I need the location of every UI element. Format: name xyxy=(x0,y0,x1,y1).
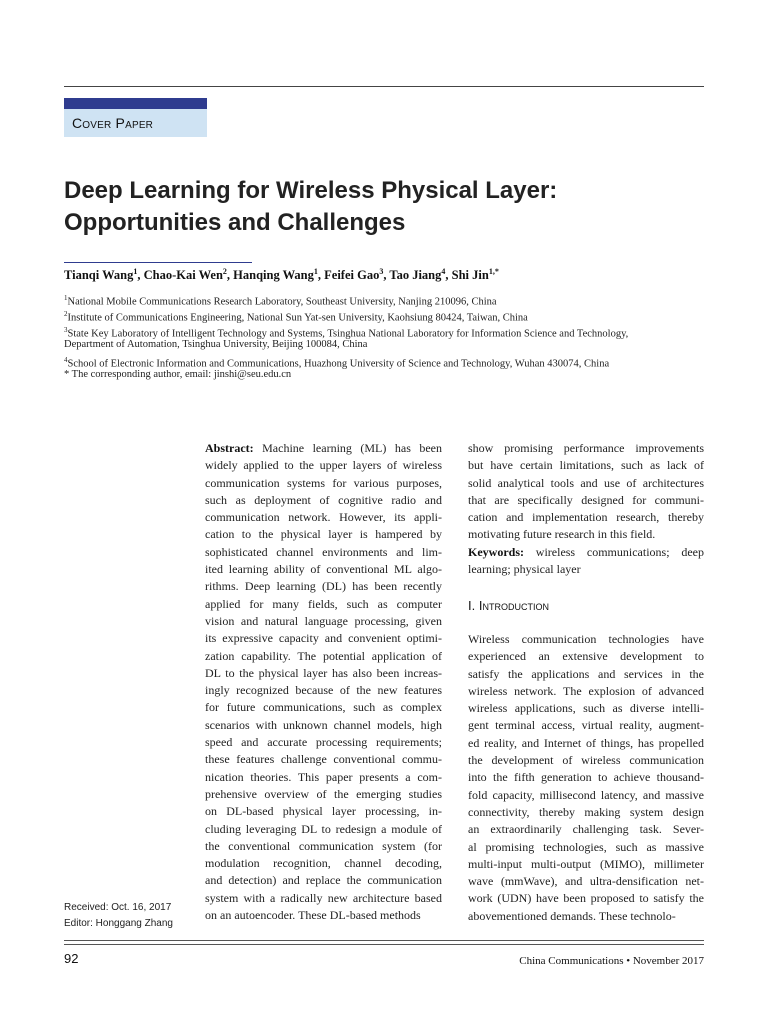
page-number: 92 xyxy=(64,951,79,966)
journal-footer: China Communications • November 2017 xyxy=(519,955,704,967)
author-name: Chao-Kai Wen xyxy=(143,268,223,283)
author-name: Feifei Gao xyxy=(324,268,380,283)
keywords-label: Keywords: xyxy=(468,545,536,559)
abstract-cont-line: but have certain limitations, such as lack of xyxy=(468,458,704,473)
abstract-cont-line: cation and implementation research, thereby xyxy=(468,510,704,525)
article-title xyxy=(64,175,704,239)
intro-line: al promising technologies, such as massive xyxy=(468,839,704,854)
abstract-line: cation to the physical layer is hampered by xyxy=(205,527,442,542)
abstract-cont-line: motivating future research in this field. xyxy=(468,527,656,542)
cover-tag-accent-bar xyxy=(64,98,207,109)
author-affiliation-marker: 4 xyxy=(441,267,446,276)
affiliation-text: National Mobile Communications Research Laboratory, Southeast University, Nanjing 210096, China xyxy=(67,296,497,308)
intro-line: abovementioned demands. These technolo- xyxy=(468,908,676,923)
abstract-line: ited learning ability of conventional ML algo- xyxy=(205,562,442,577)
corresponding-author-note: * The corresponding author, email: jinshi@seu.edu.cn xyxy=(64,369,292,380)
abstract-line: cluding leveraging DL to redesign a module of xyxy=(205,821,442,836)
intro-line: into the fifth generation to achieve thousand- xyxy=(468,770,704,785)
affiliation-text: Institute of Communications Engineering, National Sun Yat-sen University, Kaohsiung 80424, Taiwan, China xyxy=(67,312,528,324)
abstract-line: communication systems for various purposes, xyxy=(205,475,442,490)
keywords-line: Keywords: wireless communications; deep xyxy=(468,545,704,559)
affiliation-marker: 3 xyxy=(64,326,68,334)
footer-rule-bottom xyxy=(64,944,704,945)
intro-line: fold capacity, millisecond latency, and massive xyxy=(468,787,704,802)
affiliation-text: School of Electronic Information and Communications, Huazhong University of Science and Technology, Wuhan 430074, China xyxy=(67,358,610,370)
abstract-line: these features challenge conventional commu- xyxy=(205,752,442,767)
affiliation-text: State Key Laboratory of Intelligent Technology and Systems, Tsinghua National Laboratory for Information Science and Technology, xyxy=(67,328,629,340)
editor-name: Editor: Honggang Zhang xyxy=(64,918,173,929)
received-date: Received: Oct. 16, 2017 xyxy=(64,902,172,913)
abstract-line: applied for many fields, such as computer xyxy=(205,596,442,611)
abstract-line: system with a radically new architecture based xyxy=(205,890,442,905)
affiliation-marker: 2 xyxy=(64,310,68,318)
abstract-column xyxy=(205,440,442,924)
affiliation-marker: 4 xyxy=(64,356,68,364)
author-name: Shi Jin xyxy=(451,268,489,283)
cover-tag-label: Cover Paper xyxy=(72,115,154,131)
keywords-line: learning; physical layer xyxy=(468,562,581,577)
abstract-label: Abstract: xyxy=(205,441,263,455)
abstract-line: zation capability. The potential application of xyxy=(205,648,442,663)
abstract-line: sophisticated channel environments and lim- xyxy=(205,544,442,559)
abstract-line: Abstract: Machine learning (ML) has been xyxy=(205,441,442,455)
affiliation-marker: 1 xyxy=(64,294,68,302)
intro-line: wave (mmWave), and ultra-densification net- xyxy=(468,874,704,889)
abstract-line: widely applied to the upper layers of wireless xyxy=(205,458,442,473)
abstract-cont-line: show promising performance improvements xyxy=(468,441,704,455)
abstract-line: prehensive overview of the emerging studies xyxy=(205,786,442,801)
author-affiliation-marker: 1 xyxy=(133,267,138,276)
abstract-cont-line: solid analytical tools and use of architectures xyxy=(468,475,704,490)
top-rule xyxy=(64,86,704,87)
intro-line: work (UDN) have been proposed to satisfy the xyxy=(468,891,704,906)
abstract-line: speed and accurate processing requirements; xyxy=(205,735,442,750)
author-name: Tianqi Wang xyxy=(64,268,134,283)
abstract-continuation xyxy=(468,440,704,544)
author-affiliation-marker: 2 xyxy=(222,267,227,276)
intro-line: the development of wireless communication xyxy=(468,753,704,768)
author-affiliation-marker: 1,* xyxy=(488,267,499,276)
abstract-line: nication theories. This paper presents a com- xyxy=(205,769,442,784)
affiliation-line xyxy=(64,337,704,353)
author-name: Hanqing Wang xyxy=(233,268,314,283)
keywords xyxy=(468,544,704,579)
abstract-line: vision and natural language processing, given xyxy=(205,613,442,628)
intro-line: wireless applications, such as diverse intelli- xyxy=(468,701,704,716)
introduction-text xyxy=(468,631,704,925)
abstract-line: on an autoencoder. These DL-based methods xyxy=(205,908,421,923)
title-underline xyxy=(64,262,252,263)
footer-rule-top xyxy=(64,940,704,941)
author-name: Tao Jiang xyxy=(389,268,442,283)
intro-line: an extraordinarily challenging task. Sever- xyxy=(468,822,704,837)
abstract-line: for future communications, such as complex xyxy=(205,700,442,715)
abstract-line: scenarios with unknown channel models, high xyxy=(205,717,442,732)
intro-line: connectivity, thereby making system design xyxy=(468,804,704,819)
abstract-line: on DL-based physical layer processing, in- xyxy=(205,804,442,819)
abstract-line: such as deployment of cognitive radio and xyxy=(205,492,442,507)
intro-line: Wireless communication technologies have xyxy=(468,632,704,646)
author-affiliation-marker: 1 xyxy=(313,267,318,276)
affiliation-text: Department of Automation, Tsinghua University, Beijing 100084, China xyxy=(64,339,368,350)
title-line-2: Opportunities and Challenges xyxy=(64,209,406,236)
intro-line: experienced an extensive development to xyxy=(468,649,704,664)
intro-line: ed reality, and Internet of things, has propelled xyxy=(468,735,704,750)
abstract-line: its expressive capacity and convenient optimi- xyxy=(205,631,442,646)
intro-line: satisfy the applications and services in the xyxy=(468,666,704,681)
abstract-line: modulation recognition, channel decoding, xyxy=(205,856,442,871)
abstract-line: the conventional communication system (for xyxy=(205,838,442,853)
intro-line: gent terminal access, virtual reality, augment- xyxy=(468,718,704,733)
section-heading-introduction: I. Introduction xyxy=(468,598,549,613)
abstract-line: DL to the physical layer has also been increas- xyxy=(205,665,442,680)
abstract-line: rithms. Deep learning (DL) has been recently xyxy=(205,579,442,594)
abstract-line: ingly recognized because of the new features xyxy=(205,683,442,698)
author-affiliation-marker: 3 xyxy=(379,267,384,276)
abstract-line: and detection) and replace the communication xyxy=(205,873,442,888)
title-line-1: Deep Learning for Wireless Physical Layer: xyxy=(64,177,558,204)
intro-line: wireless network. The explosion of advanced xyxy=(468,683,704,698)
intro-line: multi-input multi-output (MIMO), millimeter xyxy=(468,856,704,871)
abstract-cont-line: that are specifically designed for communi- xyxy=(468,492,704,507)
author-list: Tianqi Wang$^1$, Chao-Kai Wen$^2$, Hanqing Wang$^1$, Feifei Gao$^3$, Tao Jiang$^4$, Shi Jin$^{1,*}$ xyxy=(64,267,499,283)
abstract-line: communication network. However, its appli- xyxy=(205,510,442,525)
